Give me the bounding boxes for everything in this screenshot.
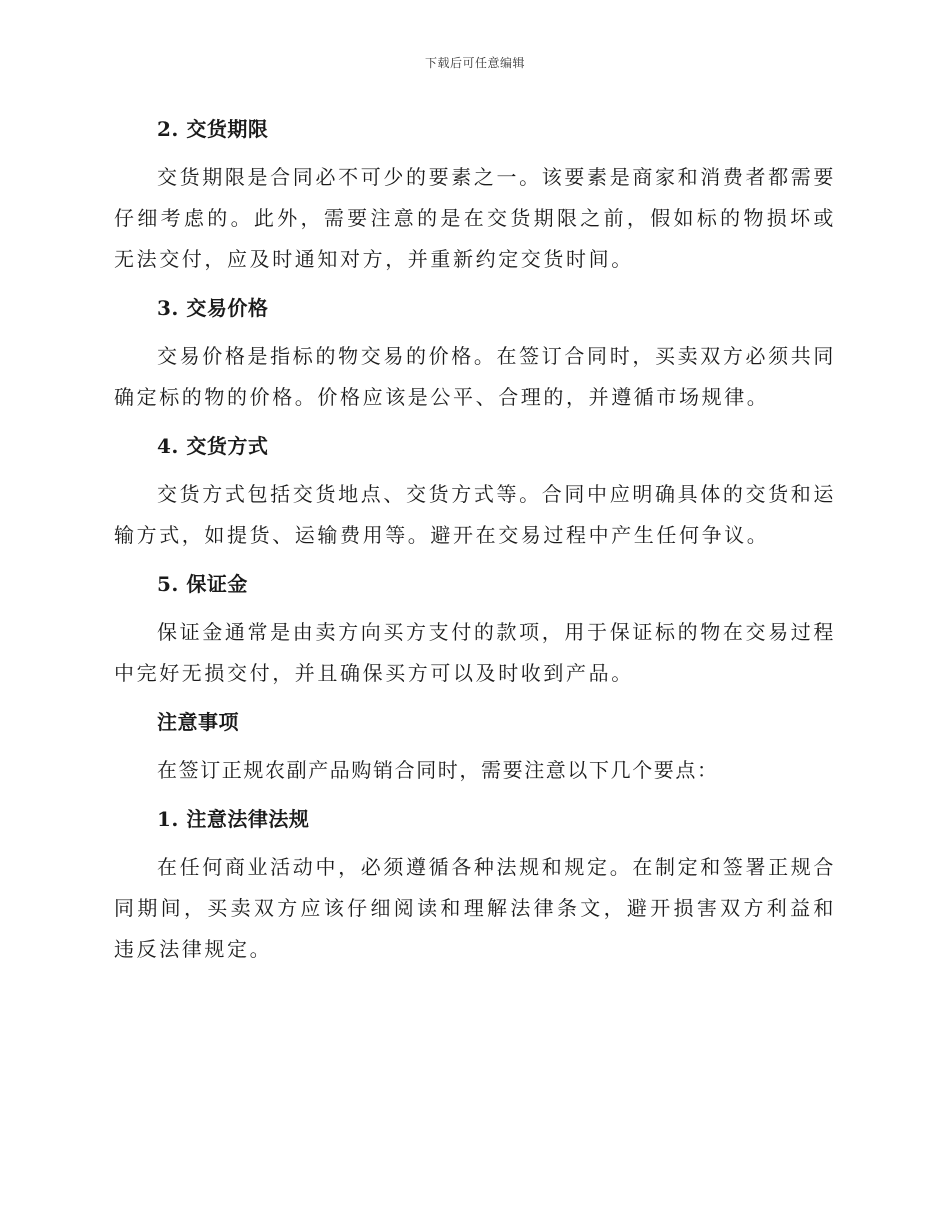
section-deposit xyxy=(114,564,836,694)
section-heading: 3. 交易价格 xyxy=(157,296,269,320)
section-heading: 5. 保证金 xyxy=(157,572,248,596)
page-header: 下载后可任意编辑 xyxy=(424,56,525,70)
section-heading: 注意事项 xyxy=(157,710,239,734)
section-heading: 1. 注意法律法规 xyxy=(157,807,310,831)
section-paragraph: 在签订正规农副产品购销合同时，需要注意以下几个要点： xyxy=(157,758,719,782)
section-heading: 4. 交货方式 xyxy=(157,434,269,458)
section-delivery-method xyxy=(114,426,836,556)
section-paragraph: 交货方式包括交货地点、交货方式等。合同中应明确具体的交货和运输方式，如提货、运输费用等。避开在交易过程中产生任何争议。 xyxy=(114,482,836,547)
section-notes xyxy=(114,702,836,791)
section-paragraph: 在任何商业活动中，必须遵循各种法规和规定。在制定和签署正规合同期间，买卖双方应该仔细阅读和理解法律条文，避开损害双方利益和违反法律规定。 xyxy=(114,855,836,961)
section-trade-price xyxy=(114,288,836,418)
section-laws-regulations xyxy=(114,799,836,970)
section-paragraph: 交货期限是合同必不可少的要素之一。该要素是商家和消费者都需要仔细考虑的。此外，需要注意的是在交货期限之前，假如标的物损坏或无法交付，应及时通知对方，并重新约定交货时间。 xyxy=(114,165,836,271)
section-delivery-period xyxy=(114,109,836,280)
document-body xyxy=(114,109,836,978)
section-paragraph: 保证金通常是由卖方向买方支付的款项，用于保证标的物在交易过程中完好无损交付，并且确保买方可以及时收到产品。 xyxy=(114,620,836,685)
section-heading: 2. 交货期限 xyxy=(157,117,269,141)
section-paragraph: 交易价格是指标的物交易的价格。在签订合同时，买卖双方必须共同确定标的物的价格。价格应该是公平、合理的，并遵循市场规律。 xyxy=(114,344,836,409)
